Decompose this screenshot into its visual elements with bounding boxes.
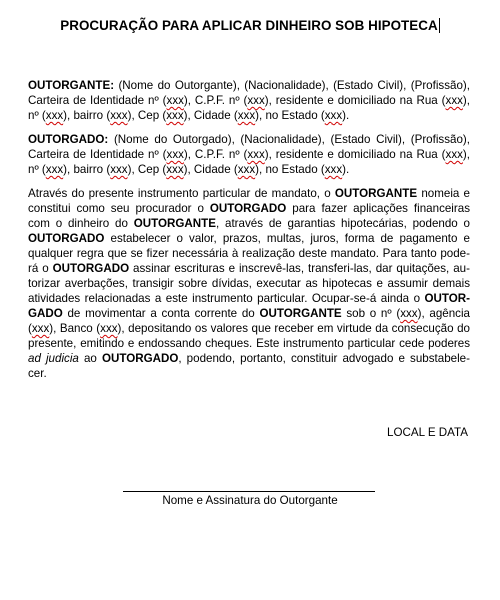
text-fragment: sob o nº ( xyxy=(341,307,401,320)
outorgado-line-3 xyxy=(28,162,470,177)
text-fragment: presente, emitindo e endossando cheques. Este instrumento particular cede poderes xyxy=(28,337,470,350)
mandate-line-13 xyxy=(28,366,470,381)
placeholder-estado: xxx xyxy=(324,109,343,122)
outorgado-paragraph xyxy=(28,132,470,177)
placeholder-rua: xxx xyxy=(445,94,463,107)
outorgante-paragraph xyxy=(28,78,470,123)
mandate-line-4 xyxy=(28,231,470,246)
placeholder-agencia: xxx xyxy=(31,322,50,335)
signature-line xyxy=(123,491,375,492)
text-fragment: cer. xyxy=(28,367,47,380)
outorgante-line-1-text: (Nome do Outorgante), (Nacionalidade), (Estado Civil), (Profissão), xyxy=(114,79,470,92)
text-fragment: nº ( xyxy=(28,163,46,176)
placeholder-cpf: xxx xyxy=(247,148,265,161)
term-outorgado-part1: OUTOR- xyxy=(424,292,470,305)
placeholder-numero: xxx xyxy=(45,109,64,122)
text-fragment: atividades relacionadas a este instrumento particular. Ocupar-se-á ainda o xyxy=(28,292,425,305)
text-fragment: ), Cep ( xyxy=(127,163,167,176)
text-fragment: ), agência xyxy=(417,307,470,320)
text-fragment: ). xyxy=(342,163,350,176)
text-fragment: constitui como seu procurador o xyxy=(28,202,210,215)
placeholder-rg: xxx xyxy=(166,94,184,107)
placeholder-conta: xxx xyxy=(400,307,418,320)
outorgado-line-2 xyxy=(28,147,470,162)
text-fragment: ), xyxy=(462,148,470,161)
outorgante-line-1 xyxy=(28,78,470,93)
text-cursor xyxy=(439,18,440,33)
mandate-line-7 xyxy=(28,276,470,291)
outorgante-label: OUTORGANTE: xyxy=(28,79,115,92)
mandate-line-5 xyxy=(28,246,470,261)
placeholder-bairro: xxx xyxy=(110,163,128,176)
outorgante-line-2 xyxy=(28,93,470,108)
outorgado-label: OUTORGADO: xyxy=(28,133,109,146)
local-e-data: LOCAL E DATA xyxy=(387,426,468,439)
text-fragment: ), residente e domiciliado na Rua ( xyxy=(264,148,446,161)
text-fragment: qualquer regra que se fizer necessária à realização deste mandato. Para tanto pode- xyxy=(28,247,470,260)
placeholder-cidade: xxx xyxy=(237,109,256,122)
text-fragment: ), depositando os valores que receber em virtude da consecução do xyxy=(117,322,470,335)
term-outorgado: OUTORGADO xyxy=(101,352,179,365)
text-fragment: ), Cep ( xyxy=(127,109,167,122)
text-fragment: ), Cidade ( xyxy=(183,163,238,176)
text-fragment: estabelecer o valor, prazos, multas, juros, forma de pagamento e xyxy=(104,232,470,245)
mandate-line-8 xyxy=(28,291,470,306)
term-ad-judicia: ad judicia xyxy=(28,352,79,365)
text-fragment: ), bairro ( xyxy=(63,163,111,176)
text-fragment: ), C.P.F. nº ( xyxy=(183,94,248,107)
text-fragment: ), Banco ( xyxy=(49,322,101,335)
signature-label: Nome e Assinatura do Outorgante xyxy=(162,494,338,507)
outorgado-line-1-text: (Nome do Outorgado), (Nacionalidade), (Estado Civil), (Profissão), xyxy=(108,133,470,146)
mandate-line-1 xyxy=(28,186,470,201)
text-fragment: , através de garantias hipotecárias, podendo o xyxy=(215,217,470,230)
document-title xyxy=(0,18,500,33)
placeholder-rua: xxx xyxy=(445,148,463,161)
term-outorgante: OUTORGANTE xyxy=(259,307,342,320)
term-outorgante: OUTORGANTE xyxy=(133,217,216,230)
mandate-line-9 xyxy=(28,306,470,321)
text-fragment: ), C.P.F. nº ( xyxy=(183,148,248,161)
term-outorgante: OUTORGANTE xyxy=(334,187,418,200)
term-outorgado-part2: GADO xyxy=(28,307,63,320)
text-fragment: rá o xyxy=(28,262,53,275)
placeholder-rg: xxx xyxy=(166,148,184,161)
text-fragment: ), residente e domiciliado na Rua ( xyxy=(264,94,446,107)
placeholder-cpf: xxx xyxy=(247,94,265,107)
text-fragment: nomeia e xyxy=(417,187,471,200)
text-fragment: ), bairro ( xyxy=(63,109,111,122)
text-fragment: ), xyxy=(462,94,470,107)
term-outorgado: OUTORGADO xyxy=(52,262,130,275)
mandate-line-6 xyxy=(28,261,470,276)
placeholder-cidade: xxx xyxy=(237,163,256,176)
text-fragment: Carteira de Identidade nº ( xyxy=(28,148,167,161)
text-fragment: nº ( xyxy=(28,109,46,122)
placeholder-estado: xxx xyxy=(324,163,343,176)
placeholder-banco: xxx xyxy=(100,322,118,335)
text-fragment: assinar escrituras e inscrevê-las, transferi-las, dar quitações, au- xyxy=(129,262,470,275)
outorgado-line-1 xyxy=(28,132,470,147)
placeholder-cep: xxx xyxy=(166,109,184,122)
text-fragment: Através do presente instrumento particular de mandato, o xyxy=(28,187,335,200)
text-fragment: torizar averbações, transigir sobre dívidas, executar as hipotecas e assumir demais xyxy=(28,277,470,290)
term-outorgado: OUTORGADO xyxy=(209,202,287,215)
mandate-line-2 xyxy=(28,201,470,216)
mandate-line-3 xyxy=(28,216,470,231)
text-fragment: para fazer aplicações financeiras xyxy=(286,202,470,215)
outorgante-line-3 xyxy=(28,108,470,123)
text-fragment: Carteira de Identidade nº ( xyxy=(28,94,167,107)
text-fragment: ), no Estado ( xyxy=(255,109,325,122)
mandate-line-12 xyxy=(28,351,470,366)
text-fragment: com o dinheiro do xyxy=(28,217,134,230)
mandate-paragraph xyxy=(28,186,470,381)
text-fragment: ( xyxy=(28,322,32,335)
text-fragment: de movimentar a conta corrente do xyxy=(62,307,260,320)
text-fragment: ), no Estado ( xyxy=(255,163,325,176)
term-outorgado: OUTORGADO xyxy=(28,232,105,245)
text-fragment: ao xyxy=(78,352,102,365)
text-fragment: ). xyxy=(342,109,350,122)
placeholder-bairro: xxx xyxy=(110,109,128,122)
text-fragment: ), Cidade ( xyxy=(183,109,238,122)
placeholder-numero: xxx xyxy=(45,163,64,176)
placeholder-cep: xxx xyxy=(166,163,184,176)
text-fragment: , podendo, portanto, constituir advogado e substabele- xyxy=(178,352,470,365)
mandate-line-10 xyxy=(28,321,470,336)
title-text: PROCURAÇÃO PARA APLICAR DINHEIRO SOB HIPOTECA xyxy=(60,18,438,33)
mandate-line-11 xyxy=(28,336,470,351)
